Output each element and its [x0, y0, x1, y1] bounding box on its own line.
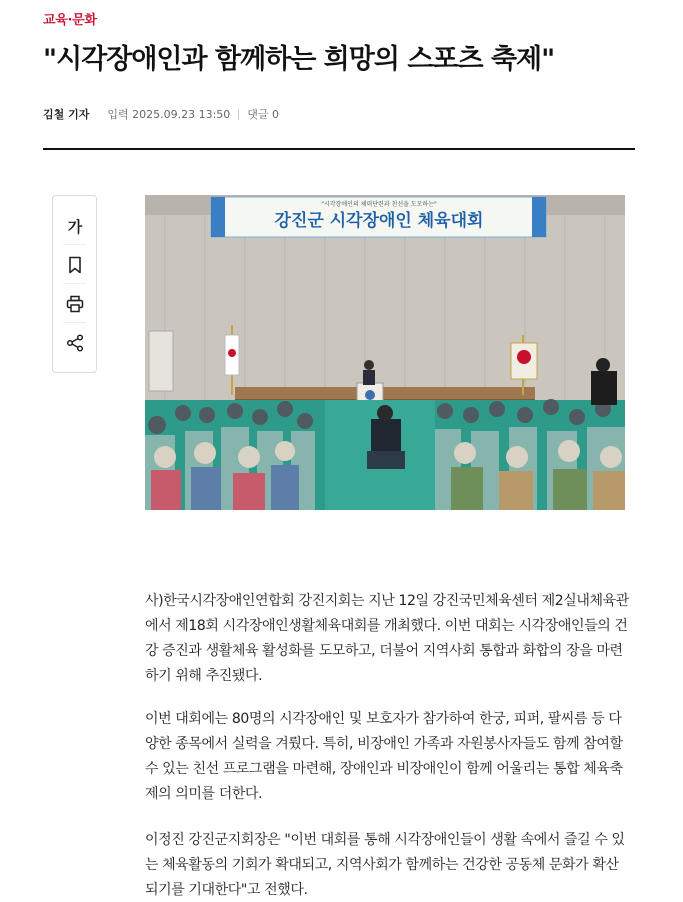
meta-divider	[238, 109, 239, 120]
article-paragraph: 사)한국시각장애인연합회 강진지회는 지난 12일 강진국민체육센터 제2실내체육관에서 제18회 시각장애인생활체육대회를 개최했다. 이번 대회는 시각장애인들의 건강 증진과 생활체육 활성화를 도모하고, 더불어 지역사회 통합과 화합의 장을 마련하기 위해 추진됐다.	[145, 593, 629, 684]
article-photo	[145, 195, 625, 510]
toolbar-divider	[63, 322, 86, 323]
article-headline: "시각장애인과 함께하는 희망의 스포츠 축제"	[43, 44, 555, 75]
comment-count[interactable]: 댓글 0	[247, 108, 280, 121]
share-button[interactable]	[61, 329, 89, 357]
article-paragraph: 이정진 강진군지회장은 "이번 대회를 통해 시각장애인들이 생활 속에서 즐길 수 있는 체육활동의 기회가 확대되고, 지역사회가 함께하는 건강한 공동체 문화가 확산되기를 기대한다"고 전했다.	[145, 832, 625, 898]
banner-subtitle: "시각장애인의 체력단련과 친선을 도모하는"	[321, 201, 437, 208]
toolbar-divider	[63, 244, 86, 245]
publish-date: 입력 2025.09.23 13:50	[107, 108, 231, 121]
article-paragraph: 이번 대회에는 80명의 시각장애인 및 보호자가 참가하여 한궁, 피퍼, 팔씨름 등 다양한 종목에서 실력을 겨뤘다. 특히, 비장애인 가족과 자원봉사자들도 함께 참여할 수 있는 친선 프로그램을 마련해, 장애인과 비장애인이 함께 어울리는 통합 체육축제의 의미를 더한다.	[145, 711, 623, 802]
author-name[interactable]: 김철 기자	[43, 108, 90, 121]
bookmark-button[interactable]	[61, 251, 89, 279]
article-toolbar	[52, 195, 97, 373]
share-icon	[66, 334, 84, 352]
article-meta	[43, 106, 279, 122]
header-rule	[43, 148, 635, 150]
banner-title: 강진군 시각장애인 체육대회	[274, 211, 484, 231]
toolbar-divider	[63, 283, 86, 284]
bookmark-icon	[67, 256, 83, 274]
font-size-icon: 가	[67, 217, 83, 236]
print-button[interactable]	[61, 290, 89, 318]
section-label[interactable]: 교육·문화	[43, 13, 97, 28]
font-size-button[interactable]	[61, 212, 89, 240]
print-icon	[66, 295, 84, 313]
